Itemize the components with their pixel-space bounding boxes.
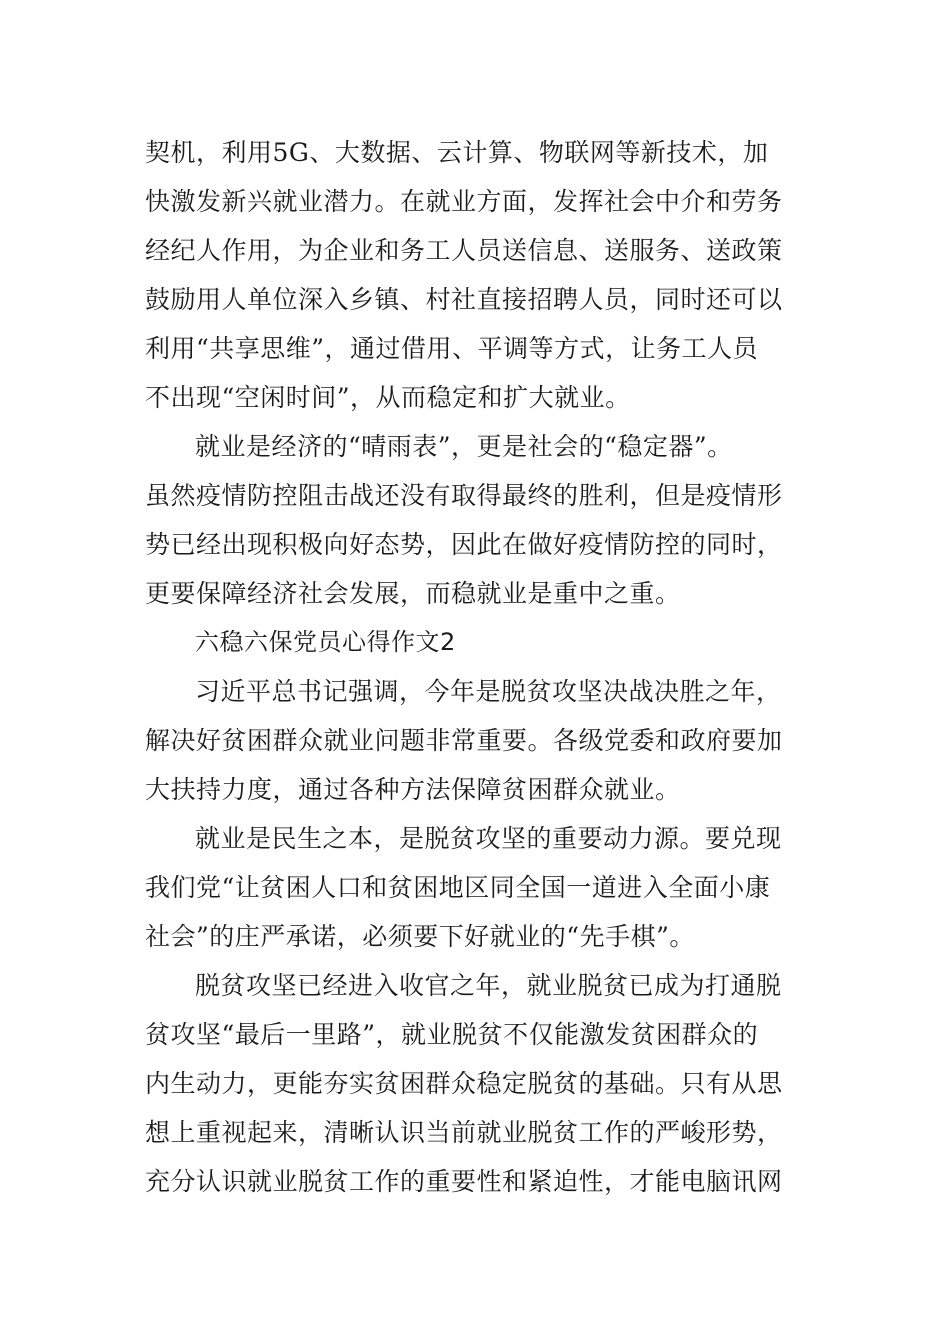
text-line: 我们党“让贫困人口和贫困地区同全国一道进入全面小康	[145, 873, 771, 902]
paragraph-first-line: 脱贫攻坚已经进入收官之年，就业脱贫已成为打通脱	[195, 971, 782, 1000]
text-line: 社会”的庄严承诺，必须要下好就业的“先手棋”。	[145, 922, 695, 951]
paragraph-first-line: 就业是经济的“晴雨表”，更是社会的“稳定器”。	[195, 432, 733, 461]
text-line: 不出现“空闲时间”，从而稳定和扩大就业。	[145, 383, 631, 412]
text-line: 势已经出现积极向好态势，因此在做好疫情防控的同时，	[145, 530, 783, 559]
text-line: 契机，利用5G、大数据、云计算、物联网等新技术，加	[145, 138, 769, 167]
paragraph-first-line: 习近平总书记强调，今年是脱贫攻坚决战决胜之年，	[195, 677, 782, 706]
text-line: 经纪人作用，为企业和务工人员送信息、送服务、送政策	[145, 236, 783, 265]
paragraph-first-line: 就业是民生之本，是脱贫攻坚的重要动力源。要兑现	[195, 824, 782, 853]
section-heading: 六稳六保党员心得作文2	[195, 628, 456, 656]
text-line: 更要保障经济社会发展，而稳就业是重中之重。	[145, 579, 681, 608]
text-line: 快激发新兴就业潜力。在就业方面，发挥社会中介和劳务	[145, 187, 783, 216]
text-line: 鼓励用人单位深入乡镇、村社直接招聘人员，同时还可以	[145, 285, 783, 314]
text-line: 大扶持力度，通过各种方法保障贫困群众就业。	[145, 775, 681, 804]
text-line: 贫攻坚“最后一里路”，就业脱贫不仅能激发贫困群众的	[145, 1020, 759, 1049]
text-line: 内生动力，更能夯实贫困群众稳定脱贫的基础。只有从思	[145, 1069, 783, 1098]
text-line: 想上重视起来，清晰认识当前就业脱贫工作的严峻形势，	[145, 1118, 783, 1147]
document-body	[145, 128, 785, 1206]
text-line: 解决好贫困群众就业问题非常重要。各级党委和政府要加	[145, 726, 783, 755]
text-line: 利用“共享思维”，通过借用、平调等方式，让务工人员	[145, 334, 759, 363]
text-line: 充分认识就业脱贫工作的重要性和紧迫性，才能电脑讯网	[145, 1167, 783, 1196]
text-line: 虽然疫情防控阻击战还没有取得最终的胜利，但是疫情形	[145, 481, 783, 510]
